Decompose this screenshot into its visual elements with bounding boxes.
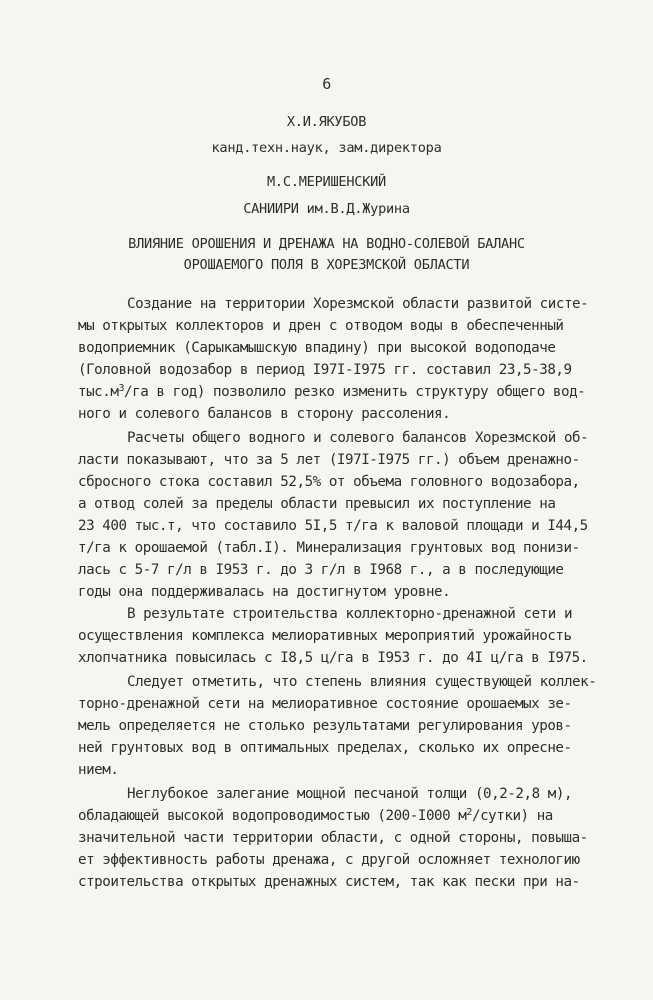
body-line: Следует отметить, что степень влияния существующей коллек- [127,674,597,690]
page-number: 6 [322,75,331,93]
body-line: ней грунтовых вод в оптимальных пределах, сколько их опреснe- [78,740,572,756]
author-name-2: М.С.МЕРИШЕНСКИЙ [266,174,386,190]
body-line [78,384,585,400]
author-position-1: канд.техн.наук, зам.директора [211,140,442,156]
superscript: 2 [466,807,472,818]
body-line: ет эффективность работы дренажа, с другой осложняет технологию [78,852,580,868]
body-line: нием. [78,762,119,778]
article-title-line-2: ОРОШАЕМОГО ПОЛЯ В ХОРЕЗМСКОЙ ОБЛАСТИ [183,257,470,273]
body-text: /га в год) позволило резко изменить структуру общего вод- [124,384,586,400]
article-title-line-1: ВЛИЯНИЕ ОРОШЕНИЯ И ДРЕНАЖА НА ВОДНО-СОЛЕВОЙ БАЛАНС [128,236,525,252]
body-line: сбросного стока составил 52,5% от объема головного водозабора, [78,474,580,490]
body-line: ласти показывают, что за 5 лет (I97I-I975 гг.) объем дренажно- [78,452,580,468]
body-text: тыс.м [78,384,119,400]
superscript: 3 [118,383,125,394]
body-line: значительной части территории области, с одной стороны, повыша- [78,830,588,846]
body-line: мы открытых коллекторов и дрен с отводом воды в обеспеченный [78,318,564,334]
body-text: обладающей высокой водопроводимостью (200-I000 м [78,808,467,824]
author-name-1: Х.И.ЯКУБОВ [286,114,367,130]
body-line: т/га к орошаемой (табл.I). Минерализация грунтовых вод понизи- [78,540,580,556]
body-line: Расчеты общего водного и солевого балансов Хорезмской об- [127,430,589,446]
body-line: ного и солевого балансов в сторону рассоления. [78,406,451,422]
body-text: /сутки) на [471,808,553,824]
body-line: Создание на территории Хорезмской области развитой систе- [127,296,589,312]
body-line: 23 400 тыс.т, что составило 5I,5 т/га к валовой площади и I44,5 [78,518,588,534]
body-line: лась с 5-7 г/л в I953 г. до 3 г/л в I968 г., а в последующие [78,562,564,578]
body-line: мель определяется не столько результатами регулирования уров- [78,718,572,734]
body-line: а отвод солей за пределы области превысил их поступление на [78,496,556,512]
body-line: водоприемник (Сарыкамышскую впадину) при высокой водоподаче [78,340,556,356]
body-line [78,808,553,824]
institution: САНИИРИ им.В.Д.Журина [243,201,410,217]
body-line: осуществления комплекса мелиоративных мероприятий урожайность [78,628,572,644]
body-line: торно-дренажной сети на мелиоративное состояние орошаемых зе- [78,696,572,712]
body-line: хлопчатника повысилась с I8,5 ц/га в I953 г. до 4I ц/га в I975. [78,650,588,666]
body-line: (Головной водозабор в период I97I-I975 гг. составил 23,5-38,9 [78,362,572,378]
body-line: годы она поддерживалась на достигнутом уровне. [78,584,451,600]
body-line: В результате строительства коллекторно-дренажной сети и [127,606,573,622]
body-line: строительства открытых дренажных систем, так как пески при на- [78,874,580,890]
body-line: Неглубокое залегание мощной песчаной толщи (0,2-2,8 м), [127,786,573,802]
